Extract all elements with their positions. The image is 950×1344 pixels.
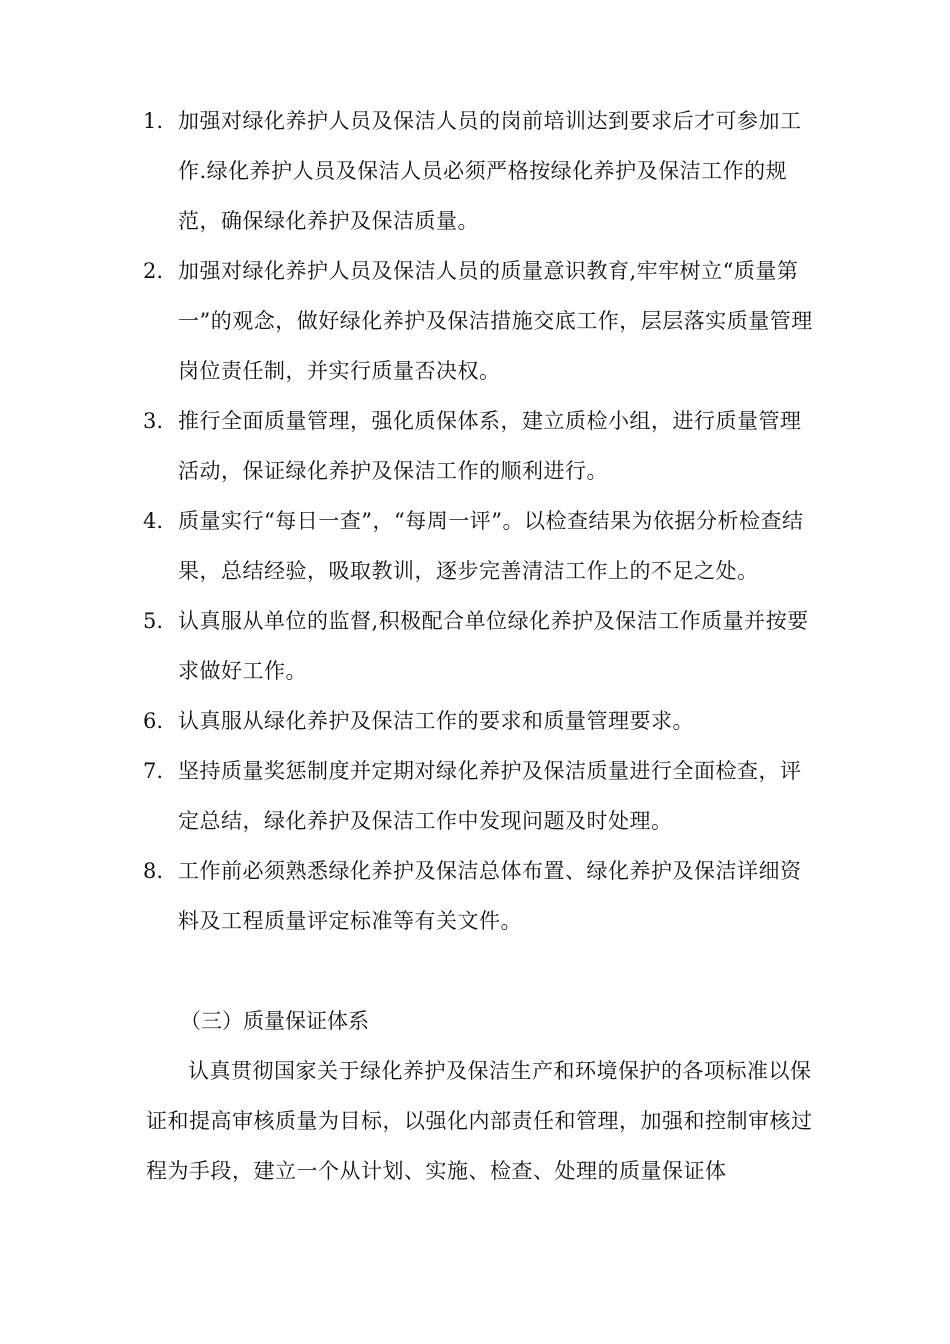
item-number: 2. (143, 259, 164, 283)
list-item (0, 696, 950, 746)
list-item (0, 746, 950, 846)
item-number: 8. (143, 859, 164, 883)
list-item (0, 96, 950, 246)
item-text: 坚持质量奖惩制度并定期对绿化养护及保洁质量进行全面检查，评定总结，绿化养护及保洁工作中发现问题及时处理。 (178, 759, 802, 833)
list-item (0, 396, 950, 496)
item-text: 认真服从绿化养护及保洁工作的要求和质量管理要求。 (178, 709, 694, 733)
requirements-list (0, 96, 950, 946)
item-text: 质量实行“每日一查”，“每周一评”。以检查结果为依据分析检查结果，总结经验，吸取教训，逐步完善清洁工作上的不足之处。 (178, 509, 804, 583)
list-item (0, 846, 950, 946)
item-number: 1. (143, 109, 164, 133)
list-item (0, 246, 950, 396)
item-text: 推行全面质量管理，强化质保体系，建立质检小组，进行质量管理活动，保证绿化养护及保洁工作的顺利进行。 (178, 409, 802, 483)
item-number: 4. (143, 509, 164, 533)
list-item (0, 596, 950, 696)
item-text: 加强对绿化养护人员及保洁人员的质量意识教育,牢牢树立“质量第一”的观念，做好绿化养护及保洁措施交底工作，层层落实质量管理岗位责任制，并实行质量否决权。 (178, 259, 813, 383)
item-number: 5. (143, 609, 164, 633)
item-text: 加强对绿化养护人员及保洁人员的岗前培训达到要求后才可参加工作.绿化养护人员及保洁人员必须严格按绿化养护及保洁工作的规范，确保绿化养护及保洁质量。 (178, 109, 802, 233)
item-number: 7. (143, 759, 164, 783)
item-text: 认真服从单位的监督,积极配合单位绿化养护及保洁工作质量并按要求做好工作。 (178, 609, 809, 683)
item-number: 3. (143, 409, 164, 433)
item-number: 6. (143, 709, 164, 733)
body-paragraph: 认真贯彻国家关于绿化养护及保洁生产和环境保护的各项标准以保证和提高审核质量为目标，以强化内部责任和管理，加强和控制审核过程为手段，建立一个从计划、实施、检查、处理的质量保证体 (146, 1059, 813, 1183)
list-item (0, 496, 950, 596)
item-text: 工作前必须熟悉绿化养护及保洁总体布置、绿化养护及保洁详细资料及工程质量评定标准等有关文件。 (178, 859, 802, 933)
section-heading: （三）质量保证体系 (180, 1009, 369, 1033)
